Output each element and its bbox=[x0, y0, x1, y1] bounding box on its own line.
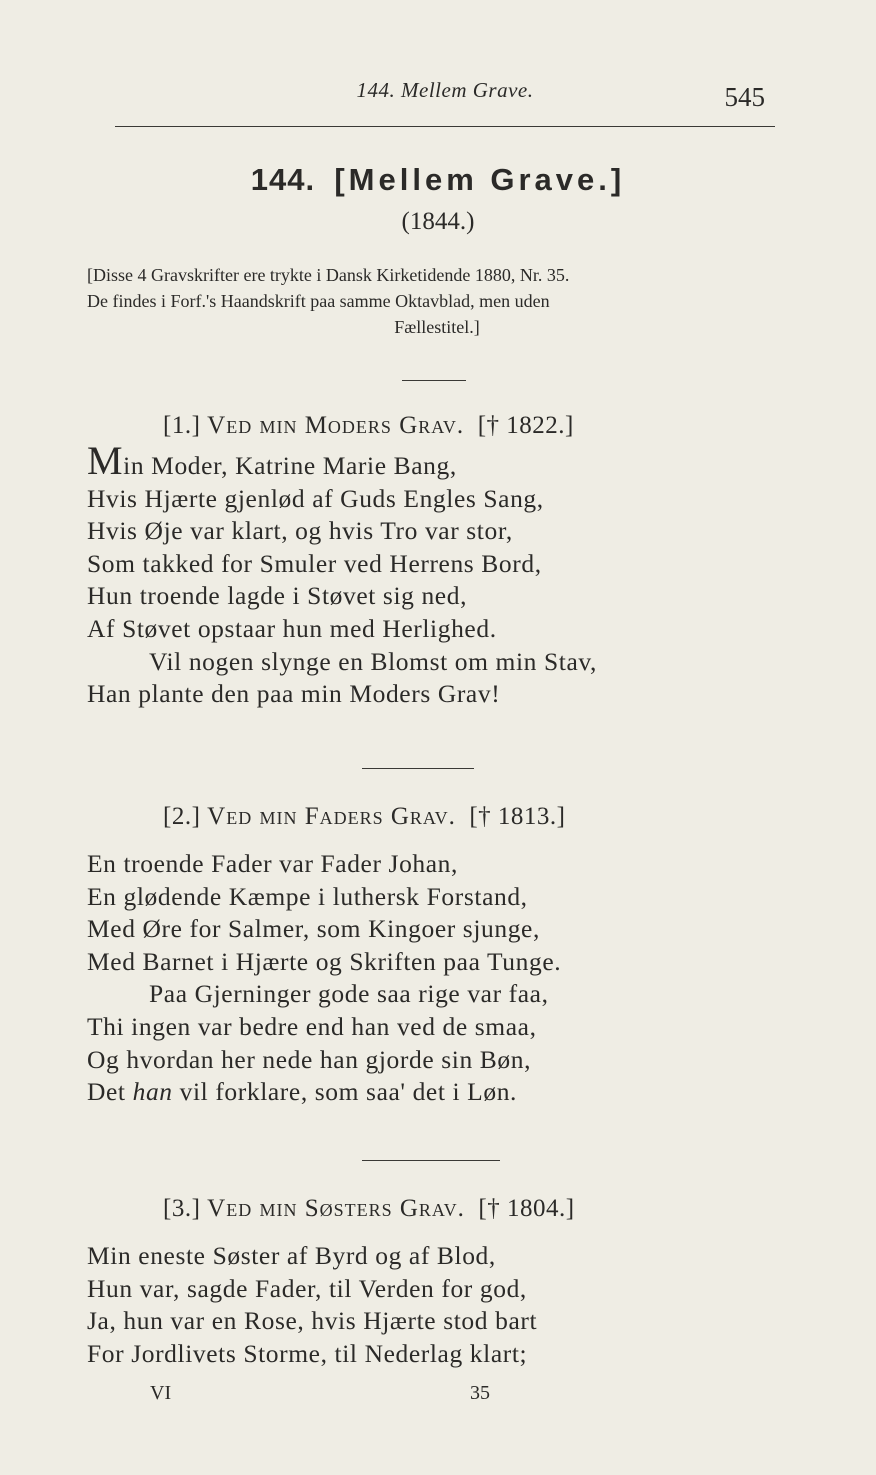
section-title: Ved min Søsters Grav. bbox=[207, 1195, 465, 1222]
note-line: Fællestitel.] bbox=[394, 317, 480, 337]
section-number: [2.] bbox=[163, 803, 201, 830]
stanza-3 bbox=[87, 1240, 807, 1370]
stanza-1 bbox=[87, 438, 807, 711]
running-title: 144. Mellem Grave. bbox=[356, 78, 534, 102]
section-divider bbox=[402, 380, 466, 381]
section-heading-3 bbox=[163, 1195, 575, 1223]
verse-line: Af Støvet opstaar hun med Herlighed. bbox=[87, 613, 497, 643]
verse-line: Og hvordan her nede han gjorde sin Bøn, bbox=[87, 1044, 532, 1074]
verse-line: For Jordlivets Storme, til Nederlag klart; bbox=[87, 1338, 528, 1368]
note-line: [Disse 4 Gravskrifter ere trykte i Dansk Kirketidende 1880, Nr. 35. bbox=[87, 265, 570, 285]
verse-line: Han plante den paa min Moders Grav! bbox=[87, 679, 501, 709]
editorial-note bbox=[87, 262, 787, 340]
verse-line: Min Moder, Katrine Marie Bang, bbox=[87, 438, 457, 483]
poem-number: 144. bbox=[250, 162, 316, 197]
verse-line: Hun troende lagde i Støvet sig ned, bbox=[87, 581, 468, 611]
poem-title: [Mellem Grave.] bbox=[334, 162, 626, 197]
section-date: [† 1822.] bbox=[477, 412, 574, 439]
poem-title-block bbox=[0, 162, 876, 236]
verse-line: Som takked for Smuler ved Herrens Bord, bbox=[87, 548, 542, 578]
note-line: De findes i Forf.'s Haandskrift paa samme Oktavblad, men uden bbox=[87, 291, 550, 311]
poem-year: (1844.) bbox=[401, 208, 475, 235]
verse-line: Hvis Øje var klart, og hvis Tro var stor, bbox=[87, 516, 513, 546]
stanza-2 bbox=[87, 848, 807, 1109]
section-title: Ved min Moders Grav. bbox=[207, 412, 465, 439]
verse-line: Med Barnet i Hjærte og Skriften paa Tunge. bbox=[87, 946, 562, 976]
signature-mark: 35 bbox=[470, 1382, 490, 1404]
running-header bbox=[115, 78, 775, 124]
verse-line: Det han vil forklare, som saa' det i Løn. bbox=[87, 1077, 518, 1107]
verse-line: Thi ingen var bedre end han ved de smaa, bbox=[87, 1011, 537, 1041]
section-title: Ved min Faders Grav. bbox=[207, 803, 456, 830]
section-date: [† 1813.] bbox=[469, 803, 566, 830]
verse-line: Med Øre for Salmer, som Kingoer sjunge, bbox=[87, 914, 540, 944]
section-heading-2 bbox=[163, 803, 566, 831]
page-number: 545 bbox=[724, 82, 765, 112]
section-divider bbox=[362, 768, 474, 769]
verse-line: Paa Gjerninger gode saa rige var faa, bbox=[149, 979, 549, 1009]
verse-line: En glødende Kæmpe i luthersk Forstand, bbox=[87, 881, 528, 911]
verse-line: Hun var, sagde Fader, til Verden for god, bbox=[87, 1273, 527, 1303]
volume-mark: VI bbox=[150, 1382, 172, 1404]
verse-line: Min eneste Søster af Byrd og af Blod, bbox=[87, 1241, 496, 1270]
poem-heading bbox=[0, 162, 876, 198]
verse-line: Vil nogen slynge en Blomst om min Stav, bbox=[149, 646, 598, 676]
section-number: [3.] bbox=[163, 1195, 201, 1222]
section-number: [1.] bbox=[163, 412, 201, 439]
section-heading-1 bbox=[163, 412, 574, 440]
section-divider bbox=[362, 1160, 500, 1161]
section-date: [† 1804.] bbox=[478, 1195, 575, 1222]
header-rule bbox=[115, 126, 775, 127]
drop-cap: M bbox=[87, 438, 124, 483]
verse-line: Ja, hun var en Rose, hvis Hjærte stod bart bbox=[87, 1306, 538, 1336]
emphasis: han bbox=[132, 1077, 173, 1107]
verse-line: En troende Fader var Fader Johan, bbox=[87, 849, 459, 878]
verse-line: Hvis Hjærte gjenlød af Guds Engles Sang, bbox=[87, 483, 544, 513]
